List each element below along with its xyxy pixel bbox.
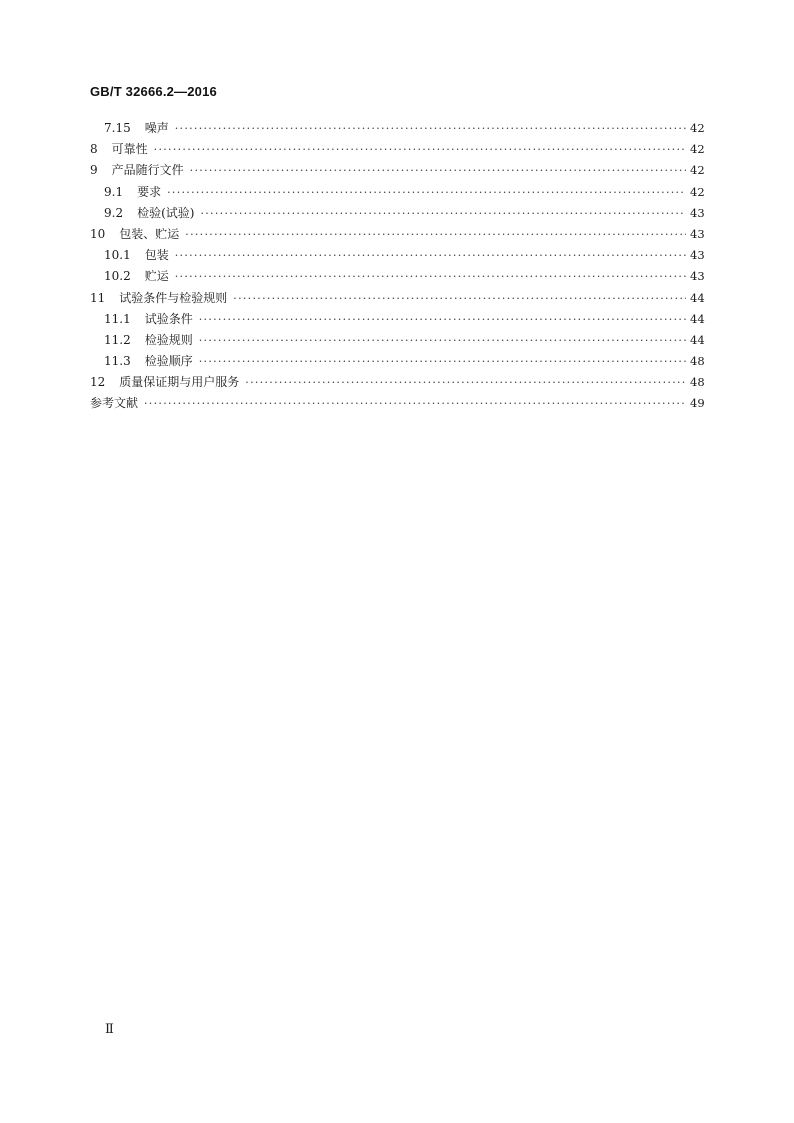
toc-entry-page: 42 <box>690 163 705 178</box>
toc-entry-page: 44 <box>690 290 705 305</box>
toc-entry-title: 检验规则 <box>144 332 193 347</box>
toc-entry-title: 产品随行文件 <box>111 163 184 178</box>
toc-entry-number: 8 <box>90 142 98 157</box>
toc-entry[interactable] <box>90 203 704 224</box>
toc-entry-page: 43 <box>690 226 705 241</box>
toc-leader-dots <box>199 309 686 330</box>
toc-leader-dots <box>175 118 686 139</box>
toc-leader-dots <box>167 182 686 203</box>
toc-entry-title: 包装 <box>144 248 169 263</box>
toc-leader-dots <box>175 266 686 287</box>
toc-entry-number: 11.3 <box>104 354 131 369</box>
toc-entry-title: 试验条件 <box>144 311 193 326</box>
toc-entry-number: 10 <box>90 226 106 241</box>
toc-entry-page: 43 <box>690 248 705 263</box>
toc-entry[interactable] <box>90 372 704 393</box>
toc-leader-dots <box>175 245 686 266</box>
toc-entry[interactable] <box>90 330 704 351</box>
toc-entry[interactable] <box>90 266 704 287</box>
toc-entry[interactable] <box>90 351 704 372</box>
toc-leader-dots <box>144 393 686 414</box>
toc-leader-dots <box>199 351 686 372</box>
toc-entry-number: 7.15 <box>104 121 131 135</box>
toc-entry-title: 质量保证期与用户服务 <box>119 375 240 390</box>
toc-entry-page: 49 <box>690 396 705 411</box>
toc-leader-dots <box>245 372 686 393</box>
toc-entry-number: 9 <box>90 163 98 178</box>
toc-entry-title: 噪声 <box>144 121 169 135</box>
toc-entry[interactable] <box>90 245 704 266</box>
toc-entry-title: 检验(试验) <box>137 205 195 220</box>
toc-entry-title: 可靠性 <box>111 142 148 157</box>
toc-entry[interactable] <box>90 224 704 245</box>
toc-entry[interactable] <box>90 139 704 160</box>
toc-entry-page: 44 <box>690 332 705 347</box>
toc-entry-number: 11.2 <box>104 332 131 347</box>
toc-entry-number: 9.2 <box>104 205 124 220</box>
toc-entry-title: 试验条件与检验规则 <box>119 290 228 305</box>
table-of-contents <box>90 118 704 415</box>
toc-entry[interactable] <box>90 288 704 309</box>
toc-leader-dots <box>190 160 686 181</box>
toc-entry[interactable] <box>90 393 704 414</box>
toc-entry-page: 43 <box>690 205 705 220</box>
toc-entry-title: 包装、贮运 <box>119 226 180 241</box>
toc-entry[interactable] <box>90 160 704 181</box>
toc-entry-page: 42 <box>690 142 705 157</box>
toc-leader-dots <box>185 224 686 245</box>
toc-entry[interactable] <box>90 118 704 139</box>
toc-leader-dots <box>154 139 686 160</box>
toc-entry[interactable] <box>90 182 704 203</box>
toc-entry-page: 44 <box>690 311 705 326</box>
toc-entry[interactable] <box>90 309 704 330</box>
toc-entry-page: 42 <box>690 184 705 199</box>
toc-entry-title: 贮运 <box>144 269 169 284</box>
toc-entry-title: 要求 <box>137 184 162 199</box>
toc-leader-dots <box>233 288 686 309</box>
toc-entry-page: 48 <box>690 375 705 390</box>
toc-leader-dots <box>199 330 686 351</box>
toc-entry-number: 10.2 <box>104 269 131 284</box>
toc-entry-page: 43 <box>690 269 705 284</box>
toc-entry-title: 检验顺序 <box>144 354 193 369</box>
toc-entry-page: 48 <box>690 354 705 369</box>
toc-entry-page: 42 <box>690 121 705 135</box>
page-header-standard-code: GB/T 32666.2—2016 <box>90 84 217 99</box>
toc-entry-number: 11.1 <box>104 311 131 326</box>
toc-entry-title: 参考文献 <box>90 396 139 411</box>
toc-entry-number: 10.1 <box>104 248 131 263</box>
toc-entry-number: 12 <box>90 375 106 390</box>
toc-leader-dots <box>200 203 686 224</box>
toc-entry-number: 9.1 <box>104 184 124 199</box>
page-number-footer: Ⅱ <box>105 1022 114 1037</box>
toc-entry-number: 11 <box>90 290 106 305</box>
